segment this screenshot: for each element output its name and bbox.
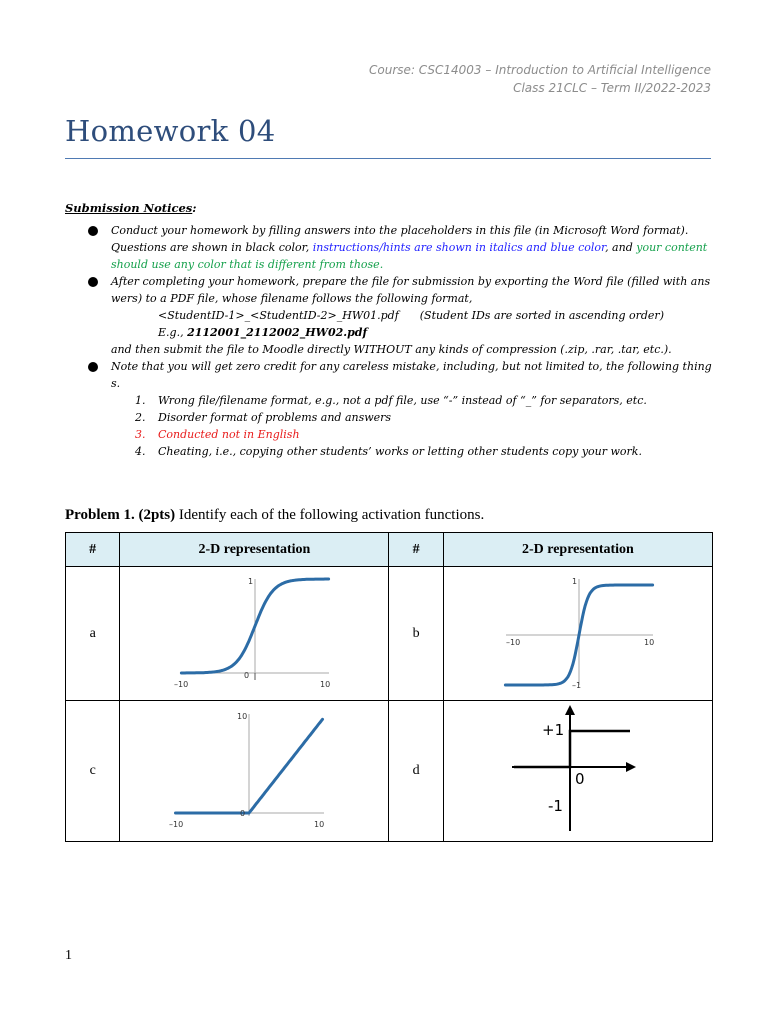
- mistake-item: [111, 426, 712, 443]
- mistake-number: 2.: [135, 411, 146, 424]
- plot-cell-b: [443, 567, 712, 701]
- notice-1-blue-text: instructions/hints are shown in italics and blue color: [312, 241, 606, 254]
- mistake-item: [111, 409, 712, 426]
- mistake-number: 1.: [135, 394, 146, 407]
- step-plot: [478, 703, 678, 835]
- notice-item-2: [88, 273, 712, 358]
- problem-1-statement: [65, 507, 484, 524]
- header-representation-right: 2-D representation: [443, 533, 712, 567]
- example-prefix: E.g.,: [158, 326, 188, 339]
- plot-cell-c: [120, 701, 389, 842]
- plot-cell-a: [120, 567, 389, 701]
- notice-item-3: [88, 358, 712, 460]
- notice-2-line-last: and then submit the file to Moodle directly WITHOUT any kinds of compression (.zip, .rar, .tar, etc.).: [111, 343, 672, 356]
- mistake-number: 3.: [135, 428, 146, 441]
- notice-item-1: [88, 222, 712, 273]
- notice-1-black-text: Questions are shown in black color,: [111, 241, 313, 254]
- notice-2-line-2: wers) to a PDF file, whose filename follows the following format,: [111, 292, 473, 305]
- y-top-label: 10: [237, 711, 248, 721]
- notice-3-line-2: s.: [111, 377, 121, 390]
- mistake-number: 4.: [135, 445, 146, 458]
- mistake-text: Wrong file/filename format, e.g., not a pdf file, use “-” instead of “_” for separators, etc.: [158, 394, 647, 407]
- x-min-label: –10: [174, 680, 189, 689]
- notice-1-line-2: [111, 239, 712, 256]
- y-axis-arrow-icon: [565, 705, 575, 715]
- header-representation-left: 2-D representation: [120, 533, 389, 567]
- row-label-d: d: [389, 701, 443, 842]
- step-function-line: [514, 731, 630, 767]
- table-row: [66, 701, 713, 842]
- mistake-text: Cheating, i.e., copying other students’ works or letting other students copy your work.: [158, 445, 642, 458]
- x-max-label: 10: [314, 819, 325, 829]
- notice-1-line-1: Conduct your homework by filling answers into the placeholders in this file (in Microsoft Word format).: [111, 224, 689, 237]
- tanh-plot: [478, 571, 678, 691]
- problem-1-text: Identify each of the following activation functions.: [175, 507, 485, 523]
- notice-3-line-1: Note that you will get zero credit for any careless mistake, including, but not limited to, the following thing: [111, 360, 712, 373]
- bullet-icon: [88, 226, 98, 236]
- notice-1-green-text: your content: [636, 241, 708, 254]
- class-line: Class 21CLC – Term II/2022-2023: [513, 81, 711, 95]
- course-line: Course: CSC14003 – Introduction to Artificial Intelligence: [369, 63, 711, 77]
- minus-one-label: -1: [547, 796, 563, 815]
- mistake-item: [111, 392, 712, 409]
- bullet-icon: [88, 277, 98, 287]
- filename-example: [111, 324, 712, 341]
- example-filename: 2112001_2112002_HW02.pdf: [187, 326, 368, 339]
- table-row: [66, 567, 713, 701]
- table-header-row: [66, 533, 713, 567]
- x-min-label: –10: [505, 638, 521, 647]
- notices-heading-text: Submission Notices: [65, 201, 193, 215]
- sigmoid-plot: [154, 571, 354, 691]
- notice-2-line-1: After completing your homework, prepare the file for submission by exporting the Word file (filled with ans: [111, 275, 711, 288]
- header-number-right: #: [389, 533, 443, 567]
- relu-plot: [154, 706, 354, 832]
- notice-1-line-3: should use any color that is different from those.: [111, 258, 384, 271]
- mistake-list: [111, 392, 712, 460]
- x-max-label: 10: [320, 680, 331, 689]
- y-bottom-label: –1: [571, 681, 582, 690]
- mistake-text: Disorder format of problems and answers: [158, 411, 392, 424]
- mistake-item: [111, 443, 712, 460]
- notices-heading: [65, 201, 197, 215]
- plot-cell-d: [443, 701, 712, 842]
- row-label-c: c: [66, 701, 120, 842]
- mistake-text: Conducted not in English: [158, 428, 300, 441]
- plus-one-label: +1: [541, 720, 565, 739]
- row-label-b: b: [389, 567, 443, 701]
- y-top-label: 1: [248, 577, 254, 586]
- x-axis-arrow-icon: [626, 762, 636, 772]
- x-min-label: –10: [169, 819, 184, 829]
- bullet-icon: [88, 362, 98, 372]
- problem-1-label: Problem 1. (2pts): [65, 507, 176, 523]
- notice-1-separator: , and: [605, 241, 637, 254]
- activation-table: [65, 532, 713, 842]
- header-number-left: #: [66, 533, 120, 567]
- x-max-label: 10: [643, 638, 655, 647]
- origin-label: 0: [244, 671, 250, 680]
- y-top-label: 1: [571, 577, 578, 586]
- title-divider: [65, 158, 711, 159]
- origin-label: 0: [240, 808, 246, 818]
- notices-heading-colon: :: [192, 201, 197, 215]
- page-title: Homework 04: [65, 114, 276, 148]
- row-label-a: a: [66, 567, 120, 701]
- page-number: 1: [65, 948, 72, 963]
- zero-label: 0: [574, 769, 585, 788]
- notice-list: [88, 222, 712, 460]
- course-info: [369, 61, 711, 97]
- filename-format: <StudentID-1>_<StudentID-2>_HW01.pdf (Student IDs are sorted in ascending order): [158, 309, 664, 322]
